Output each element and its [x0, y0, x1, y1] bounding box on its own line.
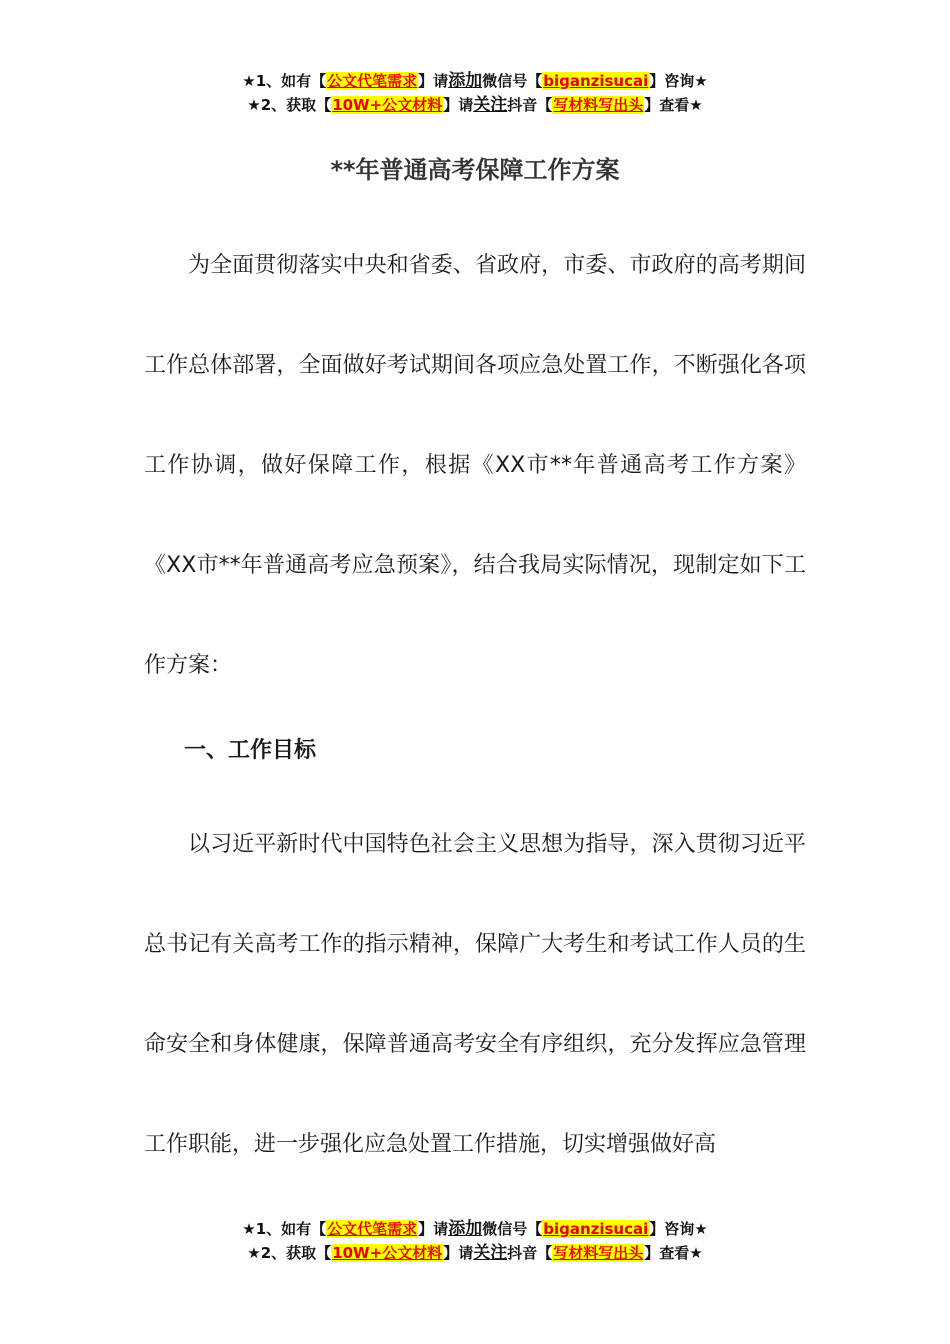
banner-text: 微信号【: [482, 72, 543, 90]
banner-text: ★1、如有【: [242, 1220, 327, 1238]
section-heading-goals: 一、工作目标: [184, 738, 317, 763]
banner-text: 】请: [418, 1220, 449, 1238]
banner-text: 】查看★: [644, 1244, 703, 1262]
banner-emphasis: 添加: [448, 1219, 483, 1239]
banner-emphasis: 关注: [473, 95, 508, 115]
banner-highlight-wechat-id: biganzisucai: [543, 1220, 649, 1238]
section-paragraph-goals: 以习近平新时代中国特色社会主义思想为指导，深入贯彻习近平总书记有关高考工作的指示精神，保障广大考生和考试工作人员的生命安全和身体健康，保障普通高考安全有序组织，充分发挥应急管理工作职能，进一步强化应急处置工作措施，切实增强做好高: [144, 832, 806, 1157]
banner-text: 】请: [418, 72, 449, 90]
banner-highlight-wechat-id: biganzisucai: [543, 72, 649, 90]
banner-text: ★2、获取【: [247, 1244, 332, 1262]
banner-highlight-materials: 10W+公文材料: [332, 1244, 443, 1262]
banner-line-1: [0, 69, 950, 93]
document-title: **年普通高考保障工作方案: [330, 156, 620, 184]
banner-highlight-materials: 10W+公文材料: [332, 96, 443, 114]
intro-paragraph: 为全面贯彻落实中央和省委、省政府，市委、市政府的高考期间工作总体部署，全面做好考试期间各项应急处置工作，不断强化各项工作协调，做好保障工作，根据《XX市**年普通高考工作方案》《XX市**年普通高考应急预案》，结合我局实际情况，现制定如下工作方案：: [144, 253, 806, 678]
banner-line-2: [0, 1241, 950, 1265]
banner-text: 】咨询★: [649, 72, 708, 90]
banner-text: 抖音【: [507, 96, 553, 114]
banner-text: 抖音【: [507, 1244, 553, 1262]
banner-text: 】请: [443, 96, 474, 114]
banner-text: 】咨询★: [649, 1220, 708, 1238]
banner-text: 】查看★: [644, 96, 703, 114]
banner-highlight-douyin: 写材料写出头: [553, 1244, 644, 1262]
banner-highlight-service: 公文代笔需求: [327, 1220, 418, 1238]
header-banner: [0, 69, 950, 117]
banner-highlight-douyin: 写材料写出头: [553, 96, 644, 114]
footer-banner: [0, 1217, 950, 1265]
banner-line-1: [0, 1217, 950, 1241]
banner-text: 微信号【: [482, 1220, 543, 1238]
banner-emphasis: 添加: [448, 71, 483, 91]
banner-emphasis: 关注: [473, 1243, 508, 1263]
banner-text: 】请: [443, 1244, 474, 1262]
banner-text: ★2、获取【: [247, 96, 332, 114]
banner-highlight-service: 公文代笔需求: [327, 72, 418, 90]
banner-text: ★1、如有【: [242, 72, 327, 90]
banner-line-2: [0, 93, 950, 117]
